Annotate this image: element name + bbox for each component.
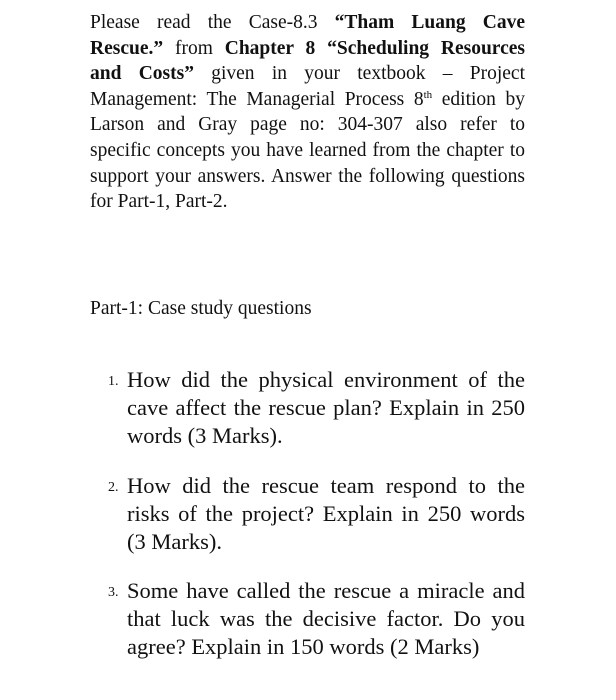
question-text: How did the physical environment of the cave affect the rescue plan? Explain in 250 words (3 Marks). (127, 367, 525, 448)
instructions-text-3: given in your textbook – Project Management: The Managerial Process 8 (90, 63, 525, 110)
question-item (108, 366, 525, 450)
question-number: 1. (108, 374, 119, 389)
question-number: 2. (108, 480, 119, 495)
question-number: 3. (108, 585, 119, 600)
edition-superscript: th (423, 88, 433, 101)
instructions-text-4: edition by Larson and Gray page no: 304-307 also refer to specific concepts you have learned from the chapter to support your answers. Answer the following questions for Part-1, Part-2. (90, 88, 525, 213)
chapter-title: Chapter 8 “Scheduling Resources and Costs” (90, 37, 526, 85)
question-text: Some have called the rescue a miracle and that luck was the decisive factor. Do you agree? Explain in 150 words (2 Marks) (127, 578, 525, 659)
question-item (108, 577, 525, 661)
instructions-paragraph (90, 10, 525, 215)
question-text: How did the rescue team respond to the risks of the project? Explain in 250 words (3 Marks). (127, 473, 525, 554)
part-heading: Part-1: Case study questions (90, 298, 312, 319)
instructions-text-1: Please read the Case-8.3 (90, 12, 335, 33)
case-title: “Tham Luang Cave Rescue.” (90, 12, 526, 59)
question-item (108, 472, 525, 556)
instructions-text-2: from (163, 37, 225, 59)
